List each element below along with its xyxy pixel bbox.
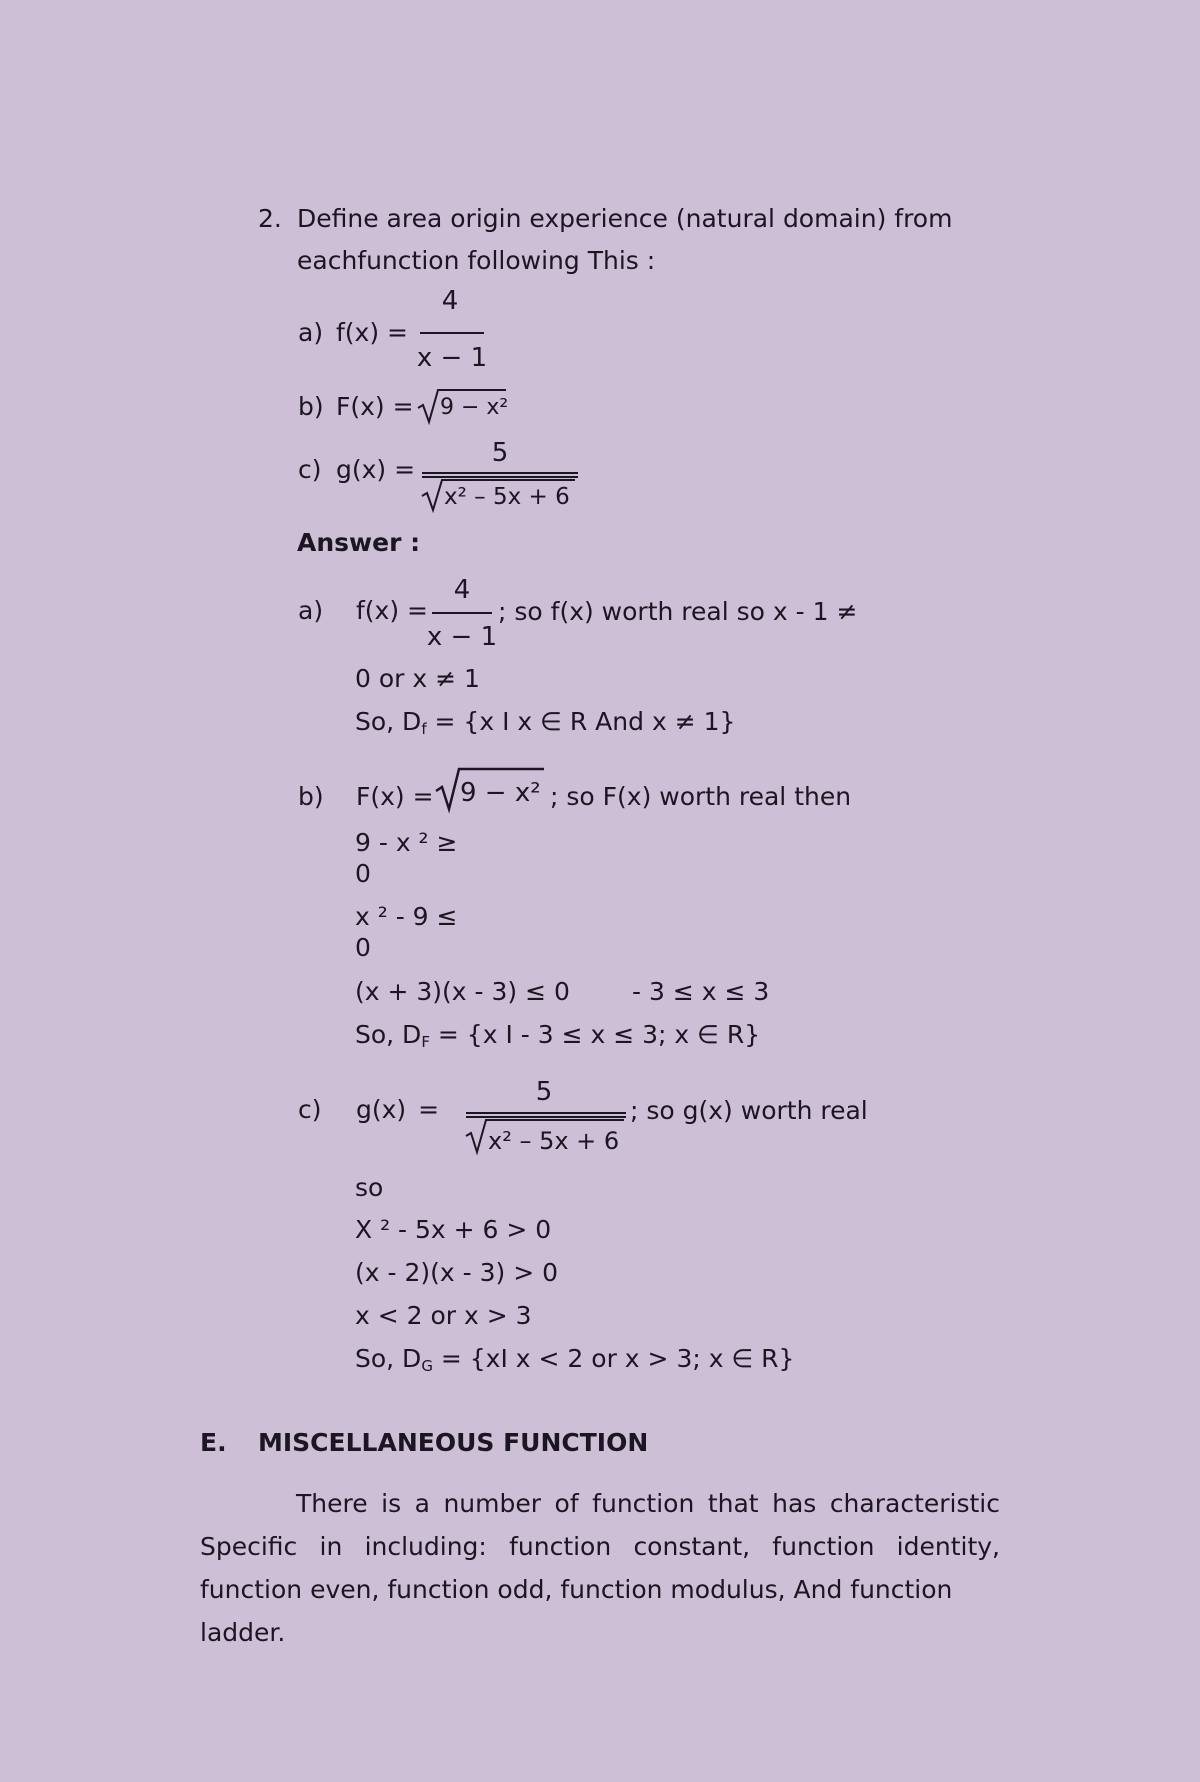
section-title: MISCELLANEOUS FUNCTION xyxy=(258,1428,649,1457)
section-letter: E. xyxy=(200,1428,227,1457)
answer-c-tail: ; so g(x) worth real xyxy=(630,1096,868,1125)
answer-b-step-1a: 9 - x ² ≥ xyxy=(355,828,458,857)
question-number: 2. xyxy=(258,204,282,233)
question-a-lhs: f(x) = xyxy=(336,318,408,347)
section-paragraph-last-line: ladder. xyxy=(200,1618,286,1647)
answer-b-step-3a: (x + 3)(x - 3) ≤ 0 xyxy=(355,977,570,1006)
question-a-numerator: 4 xyxy=(441,286,459,316)
answer-a-label: a) xyxy=(298,596,324,625)
answer-b-lhs: F(x) = xyxy=(356,782,434,811)
question-a-denominator: x − 1 xyxy=(416,343,488,373)
answer-c-domain-prefix: So, D xyxy=(355,1344,422,1373)
answer-b-step-3b: - 3 ≤ x ≤ 3 xyxy=(632,977,770,1006)
answer-c-numerator: 5 xyxy=(535,1077,553,1107)
answer-b-label: b) xyxy=(298,782,324,811)
answer-b-step-2a: x ² - 9 ≤ xyxy=(355,902,458,931)
answer-b-step-1b: 0 xyxy=(355,859,371,888)
answer-a-tail: ; so f(x) worth real so x - 1 ≠ xyxy=(498,597,858,626)
answer-c-domain xyxy=(355,1344,794,1377)
answer-b-radicand: 9 − x² xyxy=(460,778,541,808)
question-c-label: c) xyxy=(298,455,322,484)
question-b-label: b) xyxy=(298,392,324,421)
question-a-fraction-bar xyxy=(420,332,484,334)
answer-b-domain xyxy=(355,1020,760,1053)
answer-c-line-so: so xyxy=(355,1173,384,1202)
answer-b-domain-prefix: So, D xyxy=(355,1020,422,1049)
answer-heading: Answer : xyxy=(297,528,421,557)
answer-a-fraction-bar xyxy=(432,612,492,614)
answer-a-domain-subscript: f xyxy=(421,720,427,738)
answer-a-denominator: x − 1 xyxy=(426,622,498,652)
question-c-numerator: 5 xyxy=(491,438,509,468)
question-b-lhs: F(x) = xyxy=(336,392,414,421)
question-a-label: a) xyxy=(298,318,324,347)
answer-c-domain-subscript: G xyxy=(421,1357,433,1375)
answer-b-domain-subscript: F xyxy=(421,1033,430,1051)
answer-b-domain-set: = {x I - 3 ≤ x ≤ 3; x ∈ R} xyxy=(429,1020,761,1049)
answer-c-lhs: g(x) = xyxy=(356,1095,440,1124)
question-b-radicand: 9 − x² xyxy=(440,395,509,420)
answer-c-step-3: x < 2 or x > 3 xyxy=(355,1301,532,1330)
question-c-lhs: g(x) = xyxy=(336,455,416,484)
answer-c-domain-set: = {xI x < 2 or x > 3; x ∈ R} xyxy=(432,1344,795,1373)
answer-a-domain xyxy=(355,707,735,740)
answer-c-radicand: x² – 5x + 6 xyxy=(488,1127,620,1155)
answer-a-domain-set: = {x I x ∈ R And x ≠ 1} xyxy=(426,707,736,736)
answer-c-step-2: (x - 2)(x - 3) > 0 xyxy=(355,1258,558,1287)
answer-b-tail: ; so F(x) worth real then xyxy=(550,782,852,811)
answer-a-domain-prefix: So, D xyxy=(355,707,422,736)
answer-a-numerator: 4 xyxy=(453,575,471,605)
answer-a-lhs: f(x) = xyxy=(356,596,428,625)
question-line-1: Define area origin experience (natural domain) from xyxy=(297,204,953,233)
question-line-2: eachfunction following This : xyxy=(297,246,656,275)
answer-c-step-1: X ² - 5x + 6 > 0 xyxy=(355,1215,552,1244)
section-paragraph xyxy=(200,1482,1000,1611)
question-c-radicand: x² – 5x + 6 xyxy=(444,484,570,510)
answer-b-step-2b: 0 xyxy=(355,933,371,962)
answer-a-line-2: 0 or x ≠ 1 xyxy=(355,664,480,693)
answer-c-label: c) xyxy=(298,1095,322,1124)
section-paragraph-text: There is a number of function that has characteristic Specific in including: function constant, function identity, function even, function odd, function modulus, And function xyxy=(200,1489,1000,1604)
